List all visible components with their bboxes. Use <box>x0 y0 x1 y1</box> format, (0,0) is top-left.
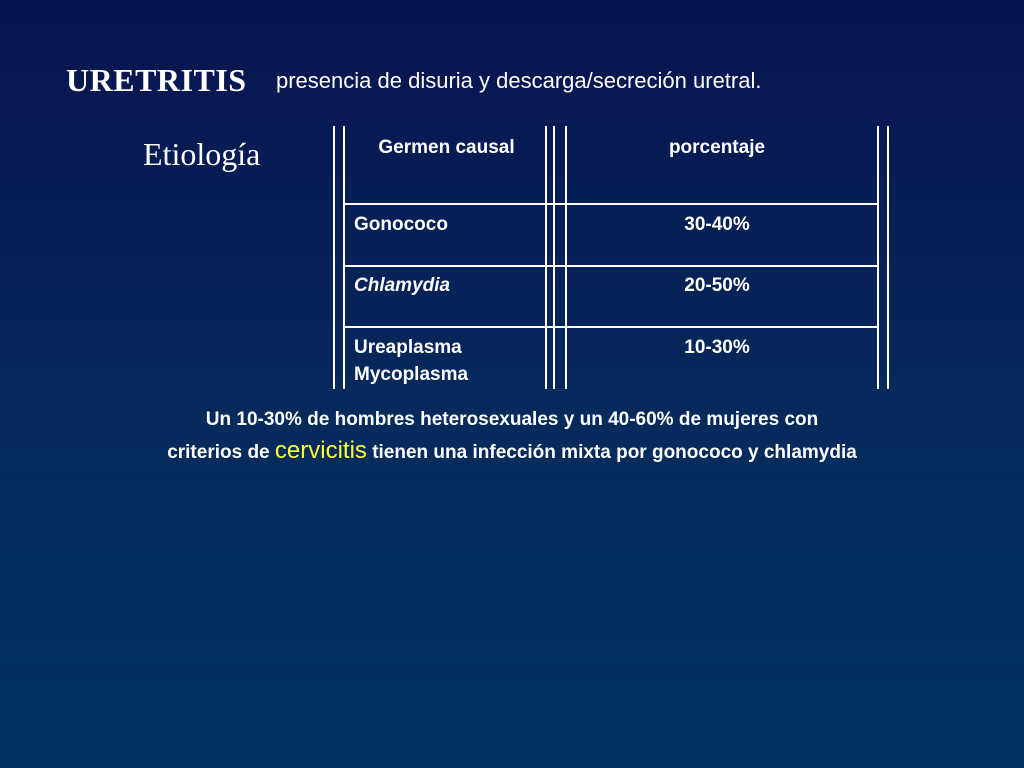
table-row-divider <box>343 265 879 267</box>
footer-highlight-cervicitis: cervicitis <box>274 437 367 464</box>
cell-germen-chlamydia: Chlamydia <box>354 275 451 296</box>
cell-porcentaje-ureaplasma: 10-30% <box>684 337 750 358</box>
cell-porcentaje-chlamydia: 20-50% <box>684 275 750 296</box>
cell-porcentaje-gonococo: 30-40% <box>684 214 750 235</box>
footer-line-1: Un 10-30% de hombres heterosexuales y un 40-60% de mujeres con <box>205 409 819 430</box>
slide-subtitle: presencia de disuria y descarga/secreción uretral. <box>276 68 762 93</box>
footer-note <box>60 404 964 468</box>
table-divider <box>545 126 547 389</box>
etiology-table <box>333 126 889 389</box>
section-heading: Etiología <box>143 136 261 172</box>
footer-line-2-after: tienen una infección mixta por gonococo y chlamydia <box>366 442 857 463</box>
footer-line-2 <box>60 435 964 468</box>
table-border-left-inner <box>343 126 345 389</box>
header-porcentaje: porcentaje <box>668 137 766 158</box>
table-row-divider <box>343 203 879 205</box>
table-row-divider <box>343 326 879 328</box>
cell-germen-mycoplasma: Mycoplasma <box>354 364 469 385</box>
footer-line-2-before: criterios de <box>167 442 275 463</box>
cell-germen-ureaplasma-mycoplasma <box>354 334 539 388</box>
cell-germen-ureaplasma: Ureaplasma <box>354 337 462 358</box>
cell-germen-gonococo: Gonococo <box>354 214 448 235</box>
header-germen: Germen causal <box>378 137 515 158</box>
table-border-left <box>333 126 335 389</box>
slide-title: URETRITIS <box>66 62 247 98</box>
table-border-right <box>887 126 889 389</box>
